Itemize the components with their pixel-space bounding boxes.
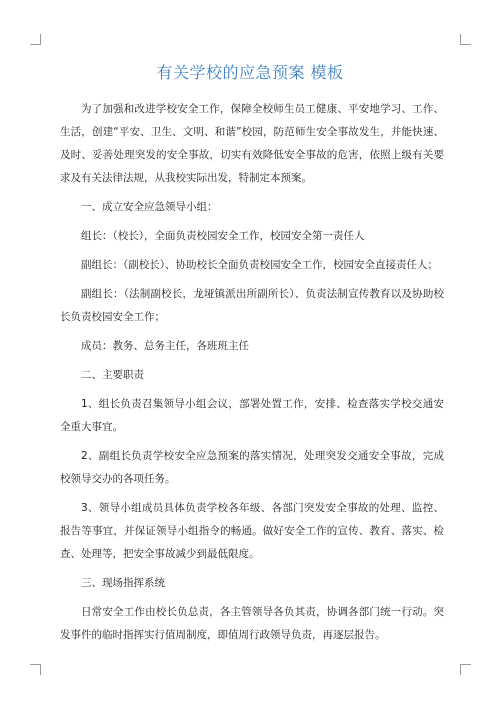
paragraph-deputy-leader: 副组长：（副校长）、协助校长全面负责校园安全工作，校园安全直接责任人； (81, 259, 438, 271)
paragraph-deputy-leader-legal: 副组长：（法制副校长，龙垭镇派出所副所长）、负责法制宣传教育以及协助校长负责校园安全工作； (60, 288, 444, 323)
document-body (60, 98, 444, 653)
crop-mark-bottom-left (30, 664, 41, 675)
paragraph-duty-1: 1、组长负责召集领导小组会议，部署处置工作，安排、检查落实学校交通安全重大事宜。 (60, 398, 444, 433)
paragraph-leader: 组长：（校长），全面负责校园安全工作，校园安全第一责任人 (81, 230, 365, 242)
section-heading-leadership: 一、成立安全应急领导小组： (81, 201, 218, 213)
paragraph-members: 成员：教务、总务主任，各班班主任 (81, 340, 249, 352)
crop-mark-bottom-right (460, 664, 471, 675)
crop-mark-top-left (30, 34, 41, 45)
paragraph-duty-3: 3、领导小组成员具体负责学校各年级、各部门突发安全事故的处理、监控、报告等事宜，并保证领导小组指令的畅通。做好安全工作的宣传、教育、落实、检查、处理等，把安全事故减少到最低限度。 (60, 502, 444, 560)
paragraph-duty-2: 2、副组长负责学校安全应急预案的落实情况，处理突发交通安全事故，完成校领导交办的各项任务。 (60, 450, 444, 485)
section-heading-duties: 二、主要职责 (81, 369, 144, 381)
paragraph-command: 日常安全工作由校长负总责，各主管领导各负其责，协调各部门统一行动。突发事件的临时指挥实行值周制度，即值周行政领导负责，再逐层报告。 (60, 606, 444, 641)
crop-mark-top-right (460, 34, 471, 45)
section-heading-command: 三、现场指挥系统 (81, 577, 165, 589)
document-title: 有关学校的应急预案 模板 (156, 63, 344, 82)
intro-paragraph: 为了加强和改进学校安全工作，保障全校师生员工健康、平安地学习、工作、生活，创建“平安、卫生、文明、和谐”校园，防范师生安全事故发生，并能快速、及时、妥善处理突发的安全事故，切实有效降低安全事故的危害，依照上级有关要求及有关法律法规，从我校实际出发，特制定本预案。 (60, 103, 444, 184)
